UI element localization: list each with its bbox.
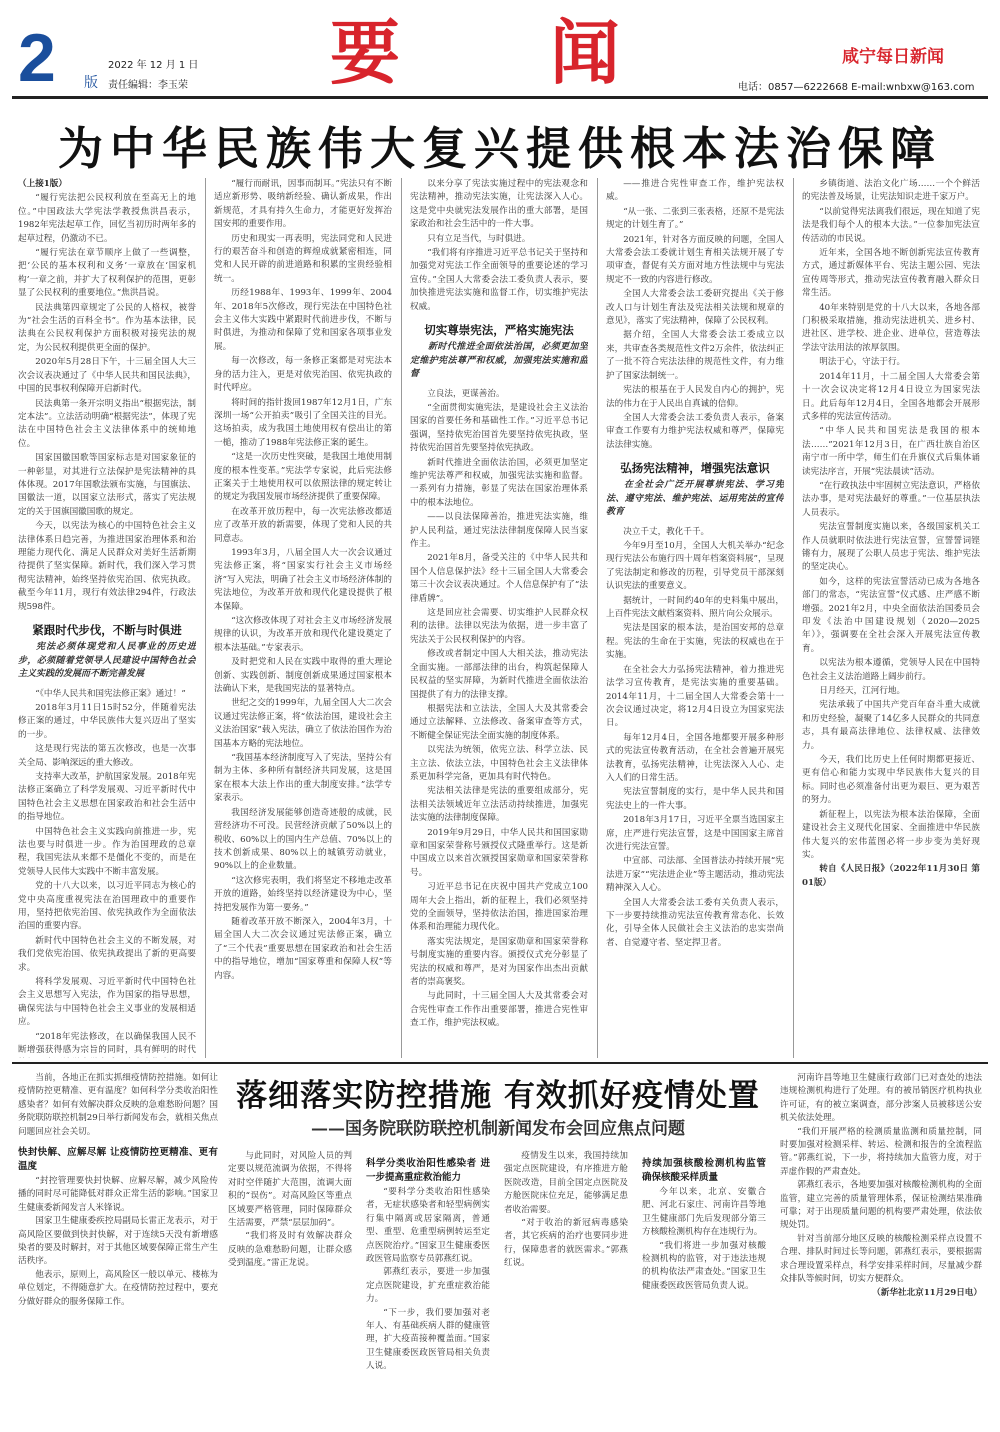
bottom-subheading-2: 科学分类收治阳性感染者 进一步提高重症救治能力	[366, 1158, 490, 1183]
section-title: 要闻	[330, 11, 770, 94]
paragraph: 新征程上，以宪法为根本法治保障，全面建设社会主义现代化国家、全面推进中华民族伟大复兴的宏伟蓝图必将一步步变为美好现实。	[802, 809, 980, 860]
paragraph: 今年9月至10月，全国人大机关举办“纪念现行宪法公布施行四十周年档案资料展”，呈现了宪法制定和修改的历程，引导党员干部深刻认识宪法的重要意义。	[606, 541, 784, 592]
paragraph: 民法典第一条开宗明义指出“根据宪法，制定本法”。立法活动明确“根据宪法”，体现了宪法在中国特色社会主义法律体系中的统帅地位。	[18, 398, 196, 449]
paragraph: 新时代推进全面依法治国，必须更加坚定维护宪法尊严和权威，加强宪法实施和监督。一系列有力措施，彰显了宪法在国家治理体系中的根本法地位。	[410, 457, 588, 508]
article-column-1	[18, 178, 196, 1058]
paragraph: “我国基本经济制度写入了宪法，坚持公有制为主体、多种所有制经济共同发展，这是国家在根本大法上作出的重大制度安排。”法学专家表示。	[214, 753, 392, 804]
bottom-subheading-3: 持续加强核酸检测机构监管 确保核酸采样质量	[642, 1158, 766, 1183]
column-4b-paragraphs	[606, 526, 784, 951]
bottom-right-paragraphs	[780, 1072, 982, 1287]
paragraph: “我们开展严格的检测质量监测和质量控制，同时要加强对检测采样、转运、检测和报告的全流程监管。”郭燕红说，下一步，将持续加大监管力度，对于弄虚作假的严肃查处。	[780, 1126, 982, 1177]
paragraph: 习近平总书记在庆祝中国共产党成立100周年大会上指出，新的征程上，我们必须坚持党的全面领导，坚持依法治国，推进国家治理体系和治理能力现代化。	[410, 882, 588, 933]
paragraph: “履行而耐讯，因事而制耳。”宪法只有不断适应新形势、吸纳新经验、确认新成果，作出新规范，才具有持久生命力，才能更好发挥治国安邦的重要作用。	[214, 179, 392, 230]
paragraph: 在改革开放历程中，每一次宪法修改都适应了改革开放的新需要，体现了党和人民的共同意志。	[214, 506, 392, 544]
paragraph: 决立千丈，教化千千。	[623, 526, 710, 537]
paragraph: 及时把党和人民在实践中取得的重大理论创新、实践创新、制度创新成果通过国家根本法确认下来，是我国宪法的显著特点。	[214, 657, 392, 695]
subheading-1: 紧跟时代步伐，不断与时俱进	[32, 623, 182, 637]
paragraph: “这次修改体现了对社会主义市场经济发展规律的认识，为改革开放和现代化建设奠定了根本法基础。”专家表示。	[214, 616, 392, 653]
paragraph: “封控管理要快封快解、应解尽解，减少风险传播的同时尽可能降低对群众正常生活的影响。”国家卫生健康委新闻发言人米锋说。	[18, 1176, 218, 1213]
paragraph: “我们将进一步加强对核酸检测机构的监管，对于违法违规的机构依法严肃查处。”国家卫生健康委医政医管局负责人说。	[642, 1240, 766, 1291]
paragraph: 1993年3月，八届全国人大一次会议通过宪法修正案，将“国家实行社会主义市场经济”写入宪法，明确了社会主义市场经济体制的宪法地位，为改革开放和现代化建设提供了根本保障。	[214, 547, 392, 612]
paragraph: “履行宪法在章节顺序上做了一些调整，把‘公民的基本权利和义务’一章放在‘国家机构’一章之前，并扩大了权利保护的范围，更彰显了公民权利的重要地位。”焦洪昌说。	[18, 248, 196, 299]
bottom-subheading-1: 快封快解、应解尽解 让疫情防控更精准、更有温度	[18, 1147, 218, 1173]
contact-line: 电话：0857—6222668 E-mail:wnbxw@163.com	[738, 82, 975, 93]
paragraph: 2019年9月29日，中华人民共和国国家勋章和国家荣誉称号颁授仪式隆重举行。这是新中国成立以来首次颁授国家勋章和国家荣誉称号。	[410, 827, 588, 878]
paragraph: 以宪法为根本遵循，党领导人民在中国特色社会主义法治道路上阔步前行。	[802, 658, 980, 682]
continued-note: （上接1版）	[18, 179, 67, 189]
paragraph: 郭燕红表示，要进一步加强定点医院建设，扩充重症救治能力。	[366, 1267, 490, 1305]
paragraph: 2020年5月28日下午，十三届全国人大三次会议表决通过了《中华人民共和国民法典》，中国的民事权利保障开启新时代。	[18, 357, 196, 395]
bottom-column-2-paragraphs	[366, 1186, 490, 1374]
paragraph: 日月经天，江河行地。	[819, 686, 906, 697]
paragraph: “以前觉得宪法离我们很远，现在知道了宪法是我们每个人的根本大法。”一位参加宪法宣传活动的市民说。	[802, 206, 980, 244]
subheading-3-deck: 在全社会广泛开展尊崇宪法、学习宪法、遵守宪法、维护宪法、运用宪法的宣传教育	[606, 480, 784, 518]
paragraph: 2021年8月，备受关注的《中华人民共和国个人信息保护法》经十三届全国人大常委会第三十次会议表决通过。个人信息保护有了“法律盾牌”。	[410, 553, 588, 604]
paragraph: “全面贯彻实施宪法，是建设社会主义法治国家的首要任务和基础性工作。”习近平总书记强调，坚持依宪治国首先要坚持依宪执政，坚持依宪治国首先要坚持依宪执政。	[410, 402, 588, 454]
source-note: 转自《人民日报》（2022年11月30日 第01版）	[802, 864, 980, 888]
paragraph: 中宣部、司法部、全国普法办持续开展“宪法进万家”“宪法进企业”等主题活动，推动宪法精神深入人心。	[606, 856, 784, 894]
paragraph: 以来分享了宪法实施过程中的宪法观念和宪法精神，推动宪法实施，让宪法深入人心。这是党中央就宪法发展作出的重大部署，是国家政治和社会生活中的一件大事。	[410, 179, 588, 230]
paragraph: 河南许昌等地卫生健康行政部门已对查处的违法违规检测机构进行了处理。有的被吊销医疗机构执业许可证，有的被立案调查，部分涉案人员被移送公安机关依法处理。	[780, 1073, 982, 1124]
paragraph: 2018年3月11日15时52分，伴随着宪法修正案的通过，中华民族伟大复兴迈出了坚实的一步。	[18, 702, 196, 740]
article-column-3	[410, 178, 588, 1058]
bottom-subheadline: ——国务院联防联控机制新闻发布会回应焦点问题	[311, 1119, 685, 1139]
paragraph: “这是一次历史性突破，是我国土地使用制度的根本性变革。”宪法学专家说，此后宪法修正案关于土地使用权可以依照法律的规定转让的规定为我国发展市场经济提供了重要保障。	[214, 452, 392, 503]
paragraph: 落实宪法规定，是国家勋章和国家荣誉称号制度实施的重要内容。颁授仪式充分彰显了宪法的权威和尊严，是对为国家作出杰出贡献者的崇高褒奖。	[410, 936, 588, 988]
paragraph: “要科学分类收治阳性感染者，无症状感染者和轻型病例实行集中隔离或居家隔离，普通型、重型、危重型病例转运至定点医院治疗。”国家卫生健康委医政医管局监察专员郭燕红说。	[366, 1187, 490, 1265]
bottom-column-2	[366, 1150, 490, 1420]
paragraph: 将时间的指针拨回1987年12月1日，广东深圳一场“公开拍卖”吸引了全国关注的目光。这场拍卖，成为我国土地使用权有偿出让的第一槌，推动了1988年宪法修正案的诞生。	[214, 397, 392, 448]
paragraph: 据介绍，全国人大常委会法工委成立以来，共审查各类规范性文件2万余件，依法纠正了一批不符合宪法法律的规范性文件，有力维护了国家法制统一。	[606, 330, 784, 381]
paragraph: 他表示，原则上，高风险区一般以单元、楼栋为单位划定，不得随意扩大。在疫情防控过程中，要充分做好群众的服务保障工作。	[18, 1269, 218, 1307]
editor-credit: 责任编辑：李玉荣	[108, 80, 188, 91]
paragraph: 世纪之交的1999年，九届全国人大二次会议通过宪法修正案，将“依法治国，建设社会主义法治国家”载入宪法，确立了依法治国作为治国基本方略的宪法地位。	[214, 698, 392, 749]
article-column-2	[214, 178, 392, 1058]
paragraph: 每年12月4日，全国各地都要开展多种形式的宪法宣传教育活动，在全社会普遍开展宪法教育，弘扬宪法精神，让宪法深入人心、走入人们的日常生活。	[606, 732, 784, 783]
bottom-column-3	[504, 1150, 628, 1420]
bottom-column-1	[228, 1150, 352, 1420]
paragraph: “《中华人民共和国宪法修正案》通过！”	[35, 688, 186, 699]
paragraph: 只有立足当代，与时俱进。	[427, 233, 531, 244]
paragraph: 在全社会大力弘扬宪法精神，着力推进宪法学习宣传教育，是宪法实施的重要基础。2014年11月，十二届全国人大常委会第十一次会议通过决定，将12月4日设立为国家宪法日。	[606, 664, 784, 729]
paragraph: 我国经济发展能够创造奇迹般的成就，民营经济功不可没。民营经济贡献了50%以上的税收、60%以上的国内生产总值、70%以上的技术创新成果、80%以上的城镇劳动就业，90%以上的企业数量。	[214, 807, 392, 872]
bottom-left-paragraphs	[18, 1072, 218, 1139]
paragraph: ——推进合宪性审查工作，维护宪法权威。	[606, 179, 784, 203]
paragraph: 当前，各地正在抓实抓细疫情防控措施。如何让疫情防控更精准、更有温度？如何科学分类收治阳性感染者？如何有效解决群众反映的急难愁盼问题？国务院联防联控机制29日举行新闻发布会，就相关焦点问题回应社会关切。	[18, 1073, 218, 1137]
paragraph: “2018年宪法修改，在以确保我国人民不断增强获得感为宗旨的同时，具有鲜明的时代	[18, 1031, 196, 1056]
subheading-3: 弘扬宪法精神，增强宪法意识	[620, 461, 770, 476]
paragraph: 国家卫生健康委疾控局副局长雷正龙表示，对于高风险区要做到快封快解，对于连续5天没有新增感染者的要及时解封，对于其他区域要保障正常生产生活秩序。	[18, 1216, 218, 1267]
column-2-paragraphs	[214, 178, 392, 983]
article-column-5	[802, 178, 980, 1058]
page-number: 2	[18, 20, 56, 96]
column-1-paragraphs	[18, 192, 196, 614]
paragraph: “我们将及时有效解决群众反映的急难愁盼问题，让群众感受到温度。”雷正龙说。	[228, 1231, 352, 1269]
bottom-column-3-paragraphs	[504, 1150, 628, 1271]
paragraph: 40年来特别是党的十八大以来，各地各部门积极采取措施，推动宪法进机关、进乡村、进社区、进学校、进企业、进单位，营造尊法学法守法用法的浓厚氛围。	[802, 302, 980, 353]
paragraph: 近年来，全国各地不断创新宪法宣传教育方式，通过新媒体平台、宪法主题公园、宪法宣传周等形式，推动宪法宣传教育融入群众日常生活。	[802, 248, 980, 299]
paragraph: 全国人大常委会法工委负责人表示，备案审查工作要有力维护宪法权威和尊严，保障宪法法律实施。	[606, 412, 784, 450]
paragraph: 2014年11月，十二届全国人大常委会第十一次会议决定将12月4日设立为国家宪法日。此后每年12月4日，全国各地都会开展形式多样的宪法宣传活动。	[802, 371, 980, 422]
paragraph: 2021年，针对各方面反映的问题，全国人大常委会法工委就计划生育相关法规开展了专项审查，督促有关方面对地方性法规中与宪法规定不一致的内容进行修改。	[606, 234, 784, 285]
bottom-article-body	[228, 1150, 768, 1420]
paragraph: 立良法，更谋善治。	[427, 388, 505, 399]
paragraph: 宪法相关法律是宪法的重要组成部分，宪法相关法领域近年立法活动持续推进，加强宪法实施的法律制度保障。	[410, 786, 588, 824]
paragraph: “这次修宪表明，我们将坚定不移地走改革开放的道路，始终坚持以经济建设为中心，坚持把发展作为第一要务。”	[214, 875, 392, 913]
page-suffix: 版	[84, 75, 98, 91]
paragraph: 将科学发展观、习近平新时代中国特色社会主义思想写入宪法，作为国家的指导思想，确保宪法与中国特色社会主义事业的发展相适应。	[18, 977, 196, 1028]
paragraph: “对于收治的新冠病毒感染者，其它疾病的治疗也要同步进行，保障患者的就医需求。”郭燕红说。	[504, 1218, 628, 1269]
paragraph: “我们将有序推进习近平总书记关于坚持和加强党对宪法工作全面领导的重要论述的学习宣传。”全国人大常委会法工委负责人表示，要加快推进宪法实施和监督工作，切实维护宪法权威。	[410, 248, 588, 312]
column-3b-paragraphs	[410, 388, 588, 1031]
bottom-left-paragraphs-2	[18, 1175, 218, 1309]
paragraph: 这是现行宪法的第五次修改，也是一次事关全局、影响深远的重大修改。	[18, 744, 196, 768]
paragraph: 历经1988年、1993年、1999年、2004年、2018年5次修改，现行宪法在中国特色社会主义伟大实践中紧跟时代前进步伐，不断与时俱进，为推动和保障了党和国家各项事业发展。	[214, 288, 392, 352]
column-divider	[205, 178, 206, 1058]
paragraph: 国家国徽国歌等国家标志是对国家象征的一种彰显，对其进行立法保护是宪法精神的具体体现。2017年国歌法颁布实施，与国旗法、国徽法一道，以国家立法形式，落实了宪法规定的关于国旗国徽国歌的规定。	[18, 453, 196, 517]
paragraph: 宪法宣誓制度实施以来，各级国家机关工作人员就职时依法进行宪法宣誓，宣誓誓词铿锵有力，展现了公职人员忠于宪法、维护宪法的坚定决心。	[802, 522, 980, 573]
paragraph: 宪法宣誓制度的实行，是中华人民共和国宪法史上的一件大事。	[606, 787, 784, 811]
publication-date: 2022 年 12 月 1 日	[108, 60, 199, 71]
paragraph: ——以良法保障善治，推进宪法实施，维护人民利益，通过宪法法律制度保障人民当家作主。	[410, 512, 588, 550]
paragraph: 党的十八大以来，以习近平同志为核心的党中央高度重视宪法在治国理政中的重要作用，坚持把依宪治国、依宪执政作为全面依法治国的重要内容。	[18, 881, 196, 932]
masthead	[0, 0, 1000, 100]
paragraph: “在行政执法中牢固树立宪法意识，严格依法办事，是对宪法最好的尊重。”一位基层执法人员表示。	[802, 480, 980, 518]
paragraph: 每一次修改，每一条修正案都是对宪法本身的活力注入，更是对依宪治国、依宪执政的时代呼应。	[214, 356, 392, 394]
paragraph: 今天，我们比历史上任何时期都更接近、更有信心和能力实现中华民族伟大复兴的目标。同时也必须准备付出更为艰巨、更为艰苦的努力。	[802, 755, 980, 806]
column-5-paragraphs	[802, 178, 980, 862]
column-1b-paragraphs	[18, 688, 196, 1059]
bottom-left-column	[18, 1072, 218, 1417]
paragraph: 支持率大改革，护航国家发展。2018年宪法修正案确立了科学发展观、习近平新时代中国特色社会主义思想在国家政治和社会生活中的指导地位。	[18, 771, 196, 823]
paragraph: 宪法是国家的根本法，是治国安邦的总章程。宪法的生命在于实施，宪法的权威也在于实施。	[606, 623, 784, 661]
news-credit: （新华社北京11月29日电）	[872, 1287, 982, 1298]
column-3-paragraphs	[410, 178, 588, 314]
paragraph: 民法典第四章规定了公民的人格权，被誉为“社会生活的百科全书”。作为基本法律，民法典在公民权利保护方面积极对接宪法的规定，为公民权利提供更全面的保护。	[18, 302, 196, 353]
paragraph: 根据宪法和立法法，全国人大及其常委会通过立法解释、立法修改、备案审查等方式，不断健全保证宪法全面实施的制度体系。	[410, 703, 588, 741]
paragraph: 明法于心，守法于行。	[819, 357, 906, 368]
bottom-right-column	[780, 1072, 982, 1422]
paragraph: “从一张、二张到三张表格，还原不是宪法规定的计划生育了。”	[606, 206, 784, 231]
paragraph: “中华人民共和国宪法是我国的根本法……”2021年12月3日，在广西壮族自治区南宁市一所中学，师生们在升旗仪式后集体诵读宪法序言，开展“宪法晨读”活动。	[802, 426, 980, 477]
column-4-paragraphs	[606, 178, 784, 452]
paragraph: 郭燕红表示，各地要加强对核酸检测机构的全面监管，建立完善的质量管理体系，保证检测结果准确可靠；对于出现质量问题的机构要严肃处理，依法依规处罚。	[780, 1180, 982, 1231]
main-article	[18, 178, 982, 1058]
paragraph: 修改或者制定中国人大相关法，推动宪法全面实施。一部部法律的出台，构筑起保障人民权益的坚实屏障，为新时代推进全面依法治国提供了有力的法律支撑。	[410, 649, 588, 700]
paragraph: 这是回应社会需要、切实维护人民群众权利的法律。法律以宪法为依据，进一步丰富了宪法关于公民权利保护的内容。	[410, 608, 588, 645]
paragraph: “下一步，我们要加强对老年人、有基础疾病人群的健康管理，扩大疫苗接种覆盖面。”国家卫生健康委医政医管局相关负责人说。	[366, 1307, 490, 1372]
paragraph: 宪法承载了中国共产党百年奋斗重大成就和历史经验，凝聚了14亿多人民群众的共同意志，具有最高法律地位、法律权威、法律效力。	[802, 700, 980, 751]
paragraph: 中国特色社会主义实践向前推进一步，宪法也要与时俱进一步。作为治国理政的总章程，我国宪法从来都不是僵化不变的，而是在党领导人民伟大实践中不断丰富发展。	[18, 826, 196, 877]
bottom-column-4	[642, 1150, 766, 1420]
paragraph: 2018年3月17日，习近平全票当选国家主席，庄严进行宪法宣誓，这是中国国家主席首次进行宪法宣誓。	[606, 815, 784, 852]
paper-name: 咸宁每日新闻	[842, 47, 944, 67]
bottom-column-4-paragraphs	[642, 1186, 766, 1293]
subheading-2: 切实尊崇宪法，严格实施宪法	[424, 323, 574, 338]
paragraph: 随着改革开放不断深入，2004年3月，十届全国人大二次会议通过宪法修正案，确立了“三个代表”重要思想在国家政治和社会生活中的指导地位，增加“国家尊重和保障人权”等内容。	[214, 916, 392, 981]
paragraph: 以宪法为统领，依宪立法、科学立法、民主立法、依法立法，中国特色社会主义法律体系更加科学完备，更加具有时代特色。	[410, 745, 588, 782]
subheading-1-deck: 宪法必须体现党和人民事业的历史进步，必须随着党领导人民建设中国特色社会主义实践的发展而不断完善发展	[18, 642, 196, 679]
paragraph: 全国人大常委会法工委有关负责人表示，下一步要持续推动宪法宣传教育常态化、长效化，引导全体人民做社会主义法治的忠实崇尚者、自觉遵守者、坚定捍卫者。	[606, 897, 784, 948]
paragraph: 与此同时，十三届全国人大及其常委会对合宪性审查工作作出重要部署，推进合宪性审查工作，维护宪法权威。	[410, 991, 588, 1029]
paragraph: 如今，这样的宪法宣誓活动已成为各地各部门的常态，“宪法宣誓”仪式感、庄严感不断增强。2021年2月，中央全面依法治国委员会印发《法治中国建设规划（2020—2025年）》，强调要在全社会深入开展宪法宣传教育。	[802, 576, 980, 654]
paragraph: 历史和现实一再表明，宪法同党和人民进行的艰苦奋斗和创造的辉煌成就紧密相连，同党和人民开辟的前进道路和积累的宝贵经验相统一。	[214, 233, 392, 284]
paragraph: “履行宪法把公民权利放在至高无上的地位。”中国政法大学宪法学教授焦洪昌表示，1982年宪法起草工作，回忆当初历时两年多的起草过程，仍激动不已。	[18, 193, 196, 244]
paragraph: 与此同时，对风险人员的判定要以规范流调为依据，不得将对时空伴随扩大范围，流调大面积的“误伤”。对高风险区等重点区域要严格管理，同时保障群众生活需要，严禁“层层加码”。	[228, 1151, 352, 1229]
paragraph: 今年以来，北京、安徽合肥、河北石家庄、河南许昌等地卫生健康部门先后发现部分第三方核酸检测机构存在违规行为。	[642, 1187, 766, 1238]
paragraph: 宪法的根基在于人民发自内心的拥护，宪法的伟力在于人民出自真诚的信仰。	[606, 385, 784, 409]
paragraph: 疫情发生以来，我国持续加强定点医院建设，有序推进方舱医院改造，目前全国定点医院及方舱医院床位充足，能够满足患者收治需要。	[504, 1151, 628, 1215]
section-divider	[12, 1062, 988, 1064]
subheading-2-deck: 新时代推进全面依法治国，必须更加坚定维护宪法尊严和权威，加强宪法实施和监督	[410, 342, 588, 380]
paragraph: 据统计，一时间约40年的史料集中展出，上百件宪法文献档案资料、照片向公众展示。	[606, 595, 784, 620]
paragraph: 乡镇街道、法治文化广场……一个个鲜活的宪法普及场景，让宪法知识走进千家万户。	[802, 179, 980, 203]
article-column-4	[606, 178, 784, 1058]
bottom-headline: 落细落实防控措施 有效抓好疫情处置	[236, 1078, 760, 1114]
paragraph: 全国人大常委会法工委研究提出《关于修改人口与计划生育法及宪法相关法规和规章的意见》，落实了宪法精神，保障了公民权利。	[606, 289, 784, 327]
main-headline: 为中华民族伟大复兴提供根本法治保障	[57, 122, 942, 175]
paragraph: 今天，以宪法为核心的中国特色社会主义法律体系日趋完善，为推进国家治理体系和治理能力现代化、满足人民群众对美好生活新期待提供了坚实保障。新时代，我们深入学习贯彻宪法精神，始终坚持依宪治国、依宪执政。截至今年11月，现行有效法律294件，行政法规598件。	[18, 521, 196, 612]
paragraph: 新时代中国特色社会主义的不断发展，对我们党依宪治国、依宪执政提出了新的更高要求。	[18, 935, 196, 973]
masthead-divider	[12, 96, 988, 99]
column-divider	[401, 178, 402, 1058]
bottom-column-1-paragraphs	[228, 1150, 352, 1271]
paragraph: 针对当前部分地区反映的核酸检测采样点设置不合理、排队时间过长等问题，郭燕红表示，要根据需求合理设置采样点，科学安排采样时间，尽量减少群众排队等候时间，切实方便群众。	[780, 1233, 982, 1285]
column-divider	[597, 178, 598, 1058]
column-divider	[793, 178, 794, 1058]
